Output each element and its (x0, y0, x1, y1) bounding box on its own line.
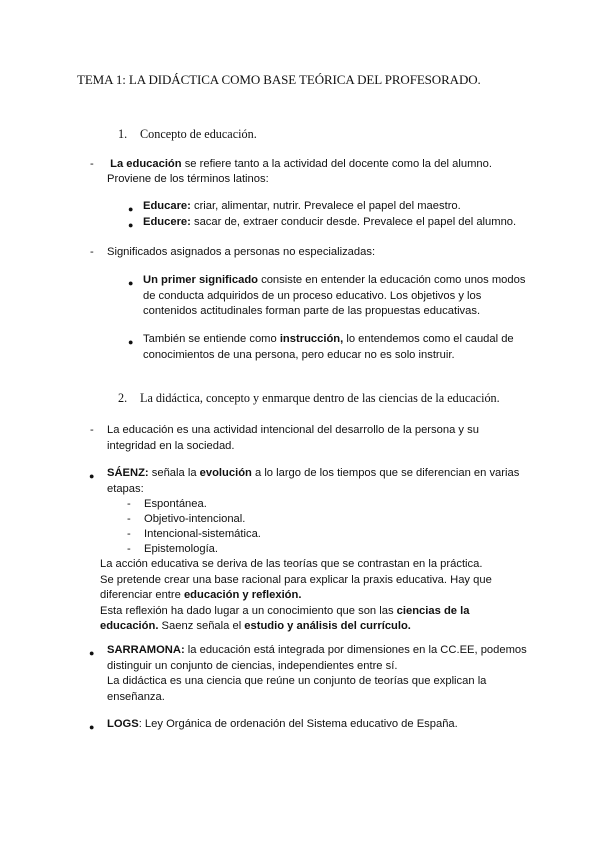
bullet-icon: ● (128, 278, 134, 288)
bullet-educere: Educere: sacar de, extraer conducir desde. Prevalece el papel del alumno. (143, 216, 517, 228)
bullet-icon: ● (89, 722, 95, 732)
stage-item: Objetivo-intencional. (144, 513, 246, 525)
section-2-heading (118, 391, 500, 406)
saenz-block: SÁENZ: señala la evolución a lo largo de los tiempos que se diferencian en varias etapas: (107, 467, 520, 495)
section-1-heading (118, 127, 257, 142)
latin-origin-text: Proviene de los términos latinos: (107, 173, 269, 185)
section-2-number: 2. (118, 391, 128, 405)
stage-item: Intencional-sistemática. (144, 528, 261, 540)
section-1-title: Concepto de educación. (140, 127, 257, 141)
section-2-title: La didáctica, concepto y enmarque dentro de las ciencias de la educación. (140, 391, 500, 405)
bullet-icon: ● (128, 337, 134, 347)
dash-marker: - (127, 513, 131, 525)
bullet-icon: ● (128, 220, 134, 230)
stage-item: Espontánea. (144, 498, 207, 510)
bullet-icon: ● (128, 204, 134, 214)
dash-marker: - (90, 158, 94, 170)
bullet-first-meaning: Un primer significado consiste en entender la educación como unos modos de conducta adquiridos de un proceso educativo. Los objetivos y los contenidos actitudinales forman parte de las propuestas educativas. (143, 274, 526, 318)
dash-marker: - (127, 528, 131, 540)
dash-marker: - (90, 424, 94, 436)
dash-marker: - (90, 246, 94, 258)
logs-definition: LOGS: Ley Orgánica de ordenación del Sistema educativo de España. (107, 718, 458, 730)
section-1-number: 1. (118, 127, 128, 141)
education-definition: La educación se refiere tanto a la actividad del docente como la del alumno. (110, 158, 492, 170)
education-term: La educación (110, 158, 182, 170)
document-title: TEMA 1: LA DIDÁCTICA COMO BASE TEÓRICA DEL PROFESORADO. (77, 72, 481, 87)
dash-marker: - (127, 498, 131, 510)
dash-marker: - (127, 543, 131, 555)
bullet-educare: Educare: criar, alimentar, nutrir. Prevalece el papel del maestro. (143, 200, 461, 212)
bullet-icon: ● (89, 471, 95, 481)
bullet-icon: ● (89, 648, 95, 658)
bullet-instruction: También se entiende como instrucción, lo entendemos como el caudal de conocimientos de una persona, pero educar no es solo instruir. (143, 333, 514, 361)
stage-item: Epistemología. (144, 543, 219, 555)
saenz-explanation: La acción educativa se deriva de las teorías que se contrastan en la práctica. Se pretende crear una base racional para explicar la praxis educativa. Hay que diferenciar entre educación y reflexión. Esta reflexión ha dado lugar a un conocimiento que son las ciencias de la educación. Saenz señala el estudio y análisis del currículo. (100, 558, 492, 633)
education-intentional-activity: La educación es una actividad intencional del desarrollo de la persona y su integridad en la sociedad. (107, 424, 479, 452)
non-specialist-meanings: Significados asignados a personas no especializadas: (107, 246, 376, 258)
sarramona-block: SARRAMONA: la educación está integrada por dimensiones en la CC.EE, podemos distinguir un conjunto de ciencias, independientes entre sí. La didáctica es una ciencia que reúne un conjunto de teorías que explican la enseñanza. (107, 644, 527, 703)
